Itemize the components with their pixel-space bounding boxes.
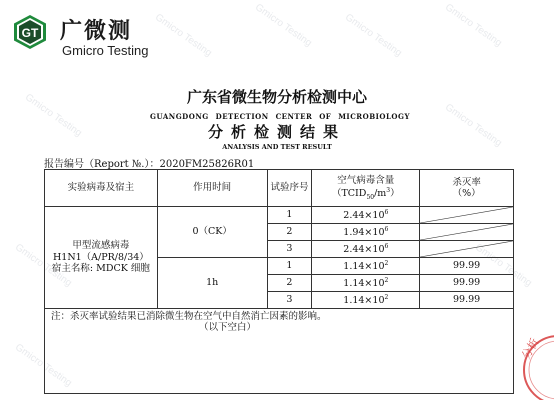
seq-cell: 2	[267, 275, 312, 292]
header-titer-line1: 空气病毒含量	[337, 175, 395, 187]
seq-cell: 3	[267, 241, 312, 258]
virus-name: 甲型流感病毒	[72, 240, 130, 252]
titer-mantissa: 1.14×10	[343, 277, 385, 289]
watermark: Gmicro Testing	[252, 1, 314, 50]
title-en-word: MICROBIOLOGY	[338, 112, 410, 121]
report-title-cn: 广东省微生物分析检测中心	[186, 88, 367, 106]
header-time: 作用时间	[157, 170, 267, 207]
table-note-row	[45, 309, 514, 394]
logo-icon	[12, 14, 48, 50]
report-subtitle-cn: 分析检测结果	[207, 123, 346, 141]
unit-sup: 3	[386, 186, 391, 194]
watermark: Gmicro Testing	[442, 101, 504, 150]
header-titer	[312, 170, 420, 207]
titer-cell	[312, 224, 420, 241]
header-kill-line2: （%）	[452, 188, 481, 199]
watermark: Gmicro Testing	[12, 241, 74, 290]
titer-exponent: 6	[384, 208, 389, 216]
header-titer-unit	[332, 188, 400, 199]
seal-text: 分析	[519, 335, 542, 362]
titer-cell	[312, 207, 420, 224]
titer-cell	[312, 275, 420, 292]
report-subtitle-en: ANALYSIS AND TEST RESULT	[222, 143, 332, 151]
titer-mantissa: 2.44×10	[343, 209, 385, 221]
titer-cell	[312, 258, 420, 275]
titer-exponent: 6	[384, 225, 389, 233]
watermark: Gmicro Testing	[152, 11, 214, 60]
titer-exponent: 2	[384, 276, 389, 284]
header-kill-rate	[420, 170, 514, 207]
note-text: 注：杀灭率试验结果已消除微生物在空气中自然消亡因素的影响。	[51, 311, 327, 322]
watermark: Gmicro Testing	[12, 341, 74, 390]
kill-rate-cell: 99.99	[420, 258, 514, 275]
kill-rate-empty-cell	[420, 224, 514, 241]
titer-exponent: 2	[384, 293, 389, 301]
time-cell: 1h	[157, 258, 267, 309]
unit-post: ）	[390, 187, 400, 199]
table-row	[45, 207, 514, 224]
brand-name-en: Gmicro Testing	[62, 43, 149, 58]
header-virus-host: 实验病毒及宿主	[45, 170, 158, 207]
header-kill-line1: 杀灭率	[452, 176, 481, 188]
title-en-word: DETECTION	[215, 112, 269, 121]
table-header-row	[45, 170, 514, 207]
kill-rate-empty-cell	[420, 207, 514, 224]
title-en-word: CENTER	[275, 112, 313, 121]
titer-mantissa: 1.14×10	[343, 260, 385, 272]
seq-cell: 2	[267, 224, 312, 241]
kill-rate-cell: 99.99	[420, 275, 514, 292]
seq-cell: 1	[267, 258, 312, 275]
titer-mantissa: 1.14×10	[343, 294, 385, 306]
report-number: 报告编号（Report №.）：2020FM25826R01	[44, 159, 255, 170]
watermark: Gmicro Testing	[442, 1, 504, 50]
kill-rate-empty-cell	[420, 241, 514, 258]
titer-mantissa: 1.94×10	[343, 226, 385, 238]
blank-note: （以下空白）	[199, 322, 257, 334]
titer-cell	[312, 292, 420, 309]
logo-text: GT	[21, 26, 39, 40]
unit-mid: /m	[374, 187, 387, 199]
header-seq: 试验序号	[267, 170, 312, 207]
unit-pre: （TCID	[331, 187, 367, 199]
titer-cell	[312, 241, 420, 258]
titer-exponent: 6	[384, 242, 389, 250]
seal-stamp	[514, 330, 554, 400]
note-cell	[45, 309, 514, 394]
title-en-word: GUANGDONG	[150, 112, 209, 121]
results-table	[44, 169, 514, 394]
brand-name-cn: 广微测	[60, 19, 133, 44]
seq-cell: 1	[267, 207, 312, 224]
time-cell: 0（CK）	[157, 207, 267, 258]
kill-rate-cell: 99.99	[420, 292, 514, 309]
watermark: Gmicro Testing	[342, 11, 404, 60]
virus-host: 宿主名称: MDCK 细胞	[51, 263, 150, 275]
report-title-en	[150, 112, 410, 121]
title-en-word: OF	[319, 112, 332, 121]
watermark: Gmicro Testing	[22, 91, 84, 140]
watermark: Gmicro Testing	[472, 241, 534, 290]
titer-exponent: 2	[384, 259, 389, 267]
virus-strain: H1N1（A/PR/8/34）	[52, 251, 149, 263]
titer-mantissa: 2.44×10	[343, 243, 385, 255]
unit-sub: 50	[366, 193, 375, 201]
virus-info-cell	[45, 207, 158, 309]
seq-cell: 3	[267, 292, 312, 309]
